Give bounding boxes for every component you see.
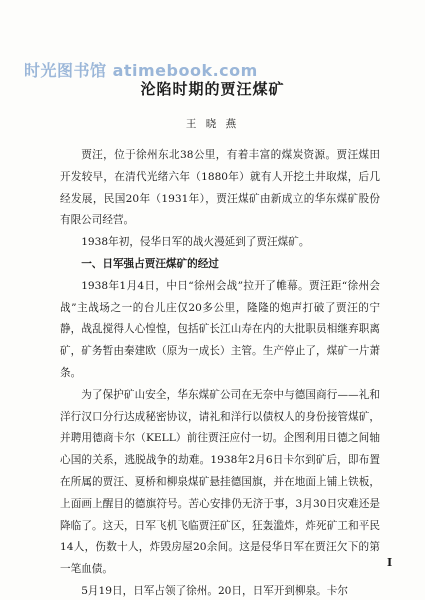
site-watermark: 时光图书馆 atimebook.com xyxy=(24,61,258,80)
article-title: 沦陷时期的贾汪煤矿 xyxy=(140,80,285,98)
page-marker: I xyxy=(387,556,393,569)
paragraph: 贾汪，位于徐州东北38公里，有着丰富的煤炭资源。贾汪煤田开发较早，在清代光绪六年（1880年）就有人开挖土井取煤，后几经发展，民国20年（1931年），贾汪煤矿由新成立的华东煤矿股份有限公司经营。 xyxy=(60,149,380,227)
paragraph: 5月19日，日军占领了徐州。20日，日军开到柳泉。卡尔 xyxy=(81,584,348,597)
section-heading: 一、日军强占贾汪煤矿的经过 xyxy=(81,257,219,270)
article-body xyxy=(60,145,380,603)
article-author: 王 晓 燕 xyxy=(185,118,240,130)
paragraph: 为了保护矿山安全，华东煤矿公司在无奈中与德国商行——礼和洋行汉口分行达成秘密协议，请礼和洋行以债权人的身份接管煤矿，并聘用德商卡尔（KELL）前往贾汪应付一切。企图利用日德之间轴心国的关系，逃脱战争的劫难。1938年2月6日卡尔到矿后，即布置在所属的贾汪、夏桥和柳泉煤矿悬挂德国旗，并在地面上铺上铁板，上面画上醒目的德旗符号。苦心安排仍无济于事，3月30日灾难还是降临了。这天，日军飞机飞临贾汪矿区，狂轰滥炸，炸死矿工和平民14人，伤数十人，炸毁房屋20余间。这是侵华日军在贾汪欠下的第一笔血债。 xyxy=(60,388,380,576)
paragraph: 1938年初，侵华日军的战火漫延到了贾汪煤矿。 xyxy=(81,236,310,249)
paragraph: 1938年1月4日，中日“徐州会战”拉开了帷幕。贾汪距“徐州会战”主战场之一的台儿庄仅20多公里，隆隆的炮声打破了贾汪的宁静，战乱搅得人心惶惶，包括矿长江山寿在内的大批职员相继弃职离矿，矿务暂由秦建欧（原为一成长）主管。生产停止了，煤矿一片萧条。 xyxy=(60,279,380,379)
